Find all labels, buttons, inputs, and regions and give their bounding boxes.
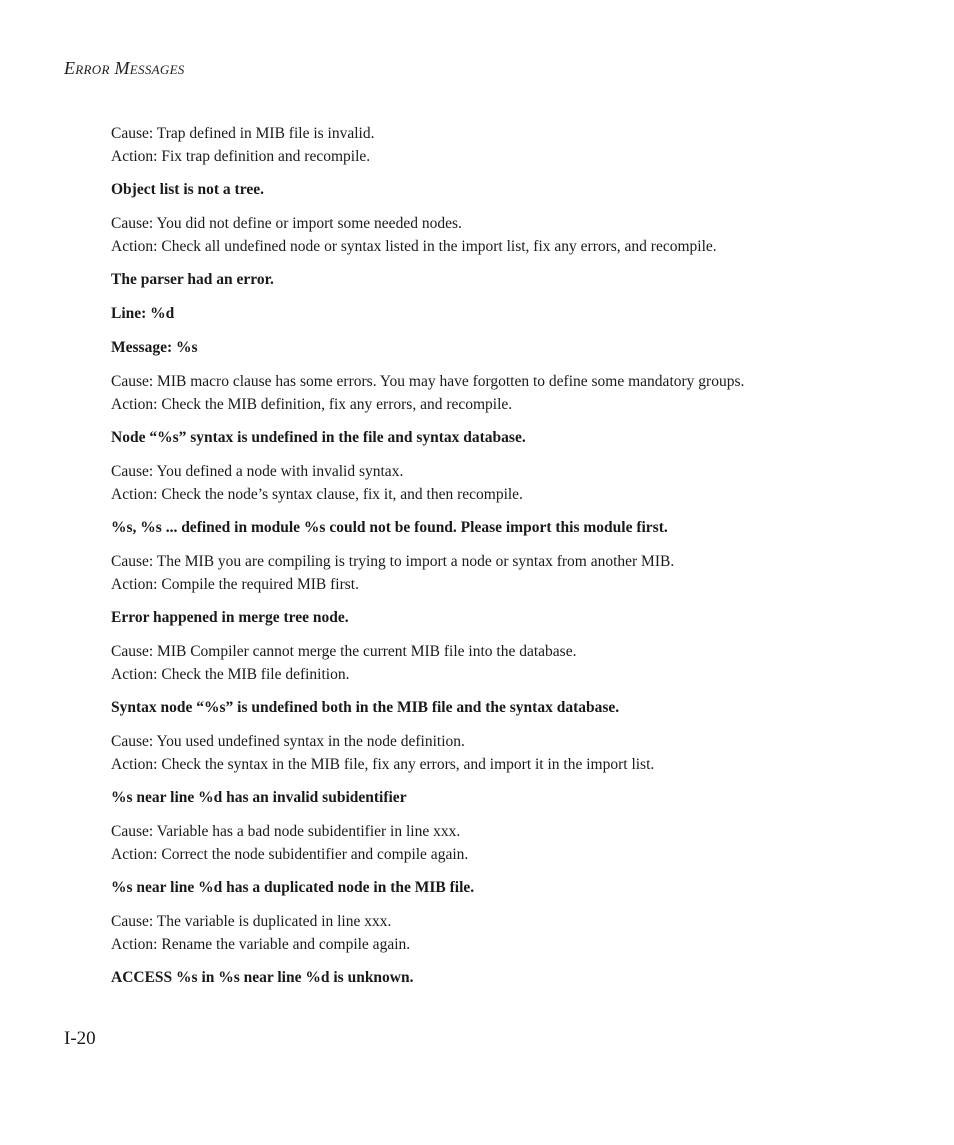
error-message: Error happened in merge tree node. [111,609,349,626]
action-text: Action: Check the syntax in the MIB file, fix any errors, and import it in the import list. [111,756,655,773]
error-message: ACCESS %s in %s near line %d is unknown. [111,969,414,986]
entry-explanation [111,370,871,416]
cause-text: Cause: MIB Compiler cannot merge the current MIB file into the database. [111,643,577,660]
entry-explanation [111,212,871,258]
page-content [111,122,871,1000]
entry-explanation [111,550,871,596]
entry-explanation [111,910,871,956]
action-text: Action: Check the MIB definition, fix any errors, and recompile. [111,396,513,413]
page-number: I-20 [64,1028,96,1049]
action-text: Action: Check all undefined node or syntax listed in the import list, fix any errors, and recompile. [111,238,717,255]
cause-text: Cause: The variable is duplicated in line xxx. [111,913,392,930]
cause-text: Cause: You did not define or import some needed nodes. [111,215,462,232]
action-text: Action: Correct the node subidentifier and compile again. [111,846,469,863]
running-header: Error Messages [64,58,185,78]
entry-explanation [111,640,871,686]
entry-explanation [111,460,871,506]
action-text: Action: Check the node’s syntax clause, fix it, and then recompile. [111,486,523,503]
action-text: Action: Check the MIB file definition. [111,666,350,683]
cause-text: Cause: You used undefined syntax in the node definition. [111,733,465,750]
error-message: The parser had an error. [111,271,274,288]
error-message: %s near line %d has an invalid subidentifier [111,789,407,806]
action-text: Action: Rename the variable and compile again. [111,936,411,953]
error-message: Object list is not a tree. [111,181,264,198]
error-message: %s near line %d has a duplicated node in the MIB file. [111,879,475,896]
cause-text: Cause: Trap defined in MIB file is invalid. [111,125,375,142]
error-message: Line: %d [111,305,175,322]
cause-text: Cause: The MIB you are compiling is trying to import a node or syntax from another MIB. [111,553,675,570]
error-message: Message: %s [111,339,198,356]
error-message: Syntax node “%s” is undefined both in the MIB file and the syntax database. [111,699,620,716]
error-message: %s, %s ... defined in module %s could not be found. Please import this module first. [111,519,668,536]
cause-text: Cause: Variable has a bad node subidentifier in line xxx. [111,823,461,840]
cause-text: Cause: MIB macro clause has some errors. You may have forgotten to define some mandatory groups. [111,373,745,390]
error-message: Node “%s” syntax is undefined in the file and syntax database. [111,429,526,446]
action-text: Action: Fix trap definition and recompile. [111,148,371,165]
intro-block [111,122,871,168]
entry-explanation [111,820,871,866]
cause-text: Cause: You defined a node with invalid syntax. [111,463,404,480]
entry-explanation [111,730,871,776]
action-text: Action: Compile the required MIB first. [111,576,359,593]
